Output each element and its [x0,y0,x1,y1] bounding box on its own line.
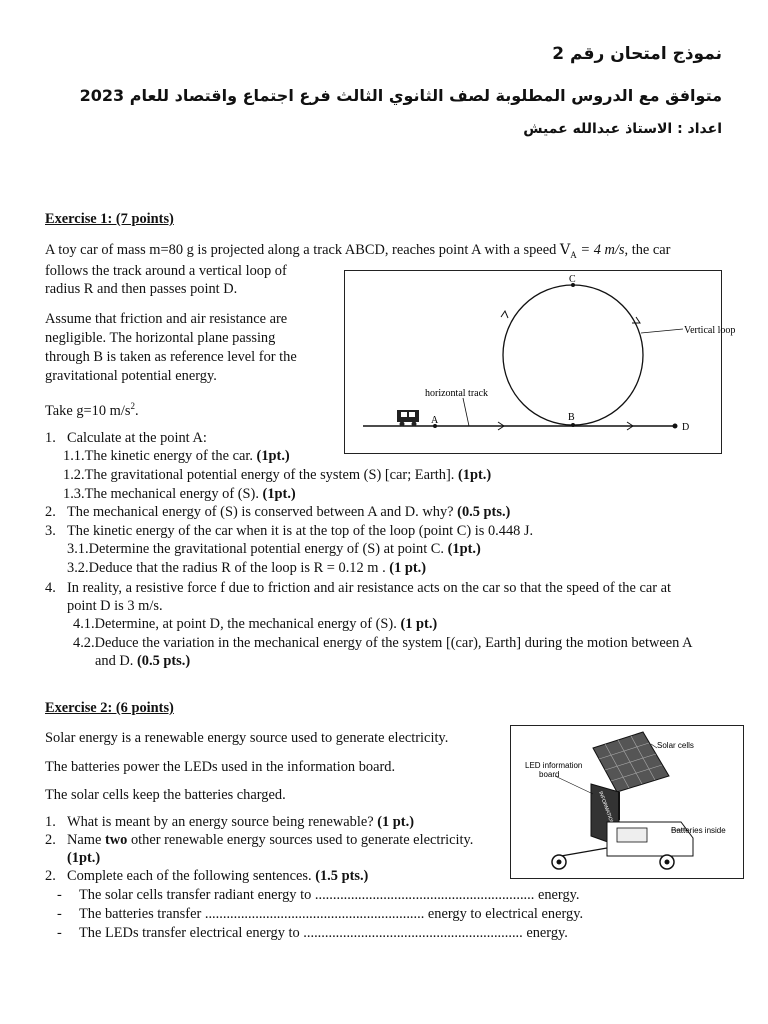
ex1-q3-1: 3.1.Determine the gravitational potential energy of (S) at point C. (1pt.) [67,541,481,557]
exam-title: نموذج امتحان رقم 2 [552,44,722,64]
loop-track-figure [344,270,736,454]
label-led-board-2: board [539,770,560,779]
ex2-blank-1: - The solar cells transfer radiant energy to ............................................................. energy. [57,887,580,903]
sign-text: INFORMATION AHEAD [597,790,633,874]
ex1-q3: 3. The kinetic energy of the car when it is at the top of the loop (point C) is 0.448 J. [45,523,534,539]
ex2-blank-2: - The batteries transfer ............................................................. energy to electrical energy. [57,906,584,922]
ex2-blank-3: - The LEDs transfer electrical energy to ............................................................. energy. [57,925,568,941]
ex1-q4-2-cont: and D. (0.5 pts.) [95,653,191,669]
exercise-2-heading: Exercise 2: (6 points) [45,700,174,716]
ex1-q3-2: 3.2.Deduce that the radius R of the loop is R = 0.12 m . (1 pt.) [67,560,427,576]
label-vertical-loop: Vertical loop [684,325,736,336]
ex2-q2: 2. Name two other renewable energy sources used to generate electricity. [45,832,474,848]
ex2-sentence-1: Solar energy is a renewable energy source used to generate electricity. [45,730,449,746]
vertical-loop-circle [503,285,643,425]
exam-author: اعداد : الاستاذ عبدالله عميش [523,121,722,137]
ex2-q2-pts: (1pt.) [67,850,101,866]
ex1-q1-1: 1.1.The kinetic energy of the car. (1pt.) [63,448,290,464]
ex1-q2: 2. The mechanical energy of (S) is conserved between A and D. why? (0.5 pts.) [45,504,511,520]
label-solar-cells: Solar cells [657,741,694,750]
solar-board-figure [510,725,744,879]
label-batteries: Batteries inside [671,826,726,835]
ex2-sentence-2: The batteries power the LEDs used in the information board. [45,759,396,775]
ex1-q1: 1. Calculate at the point A: [45,430,207,446]
ex1-q4-1: 4.1.Determine, at point D, the mechanical energy of (S). (1 pt.) [73,616,438,632]
label-a: A [431,415,439,426]
exercise-1-heading: Exercise 1: (7 points) [45,211,174,227]
ex1-assume-1: Assume that friction and air resistance are [45,311,288,327]
ex1-assume-3: through B is taken as reference level for the [45,349,297,365]
ex2-q3: 2. Complete each of the following sentences. (1.5 pts.) [45,868,369,884]
label-led-board-1: LED information [525,761,583,770]
point-d [673,424,678,429]
label-d: D [682,422,690,433]
car-icon [397,410,419,422]
ex1-q4-cont: point D is 3 m/s. [67,598,163,614]
exam-subtitle: متوافق مع الدروس المطلوبة لصف الثانوي الثالث فرع اجتماع واقتصاد للعام 2023 [79,86,722,105]
label-horizontal-track: horizontal track [425,388,489,399]
ex1-intro-line1: A toy car of mass m=80 g is projected along a track ABCD, reaches point A with a speed $V_A = 4$ m/s, the car [45,242,671,260]
ex1-intro-line3: radius R and then passes point D. [45,281,238,297]
label-b: B [568,412,575,423]
label-c: C [569,274,576,285]
ex2-sentence-3: The solar cells keep the batteries charged. [45,787,286,803]
ex1-q1-3: 1.3.The mechanical energy of (S). (1pt.) [63,486,296,502]
ex1-q1-2: 1.2.The gravitational potential energy of the system (S) [car; Earth]. (1pt.) [63,467,492,483]
loop-track-diagram [345,271,736,453]
ex1-q4: 4. In reality, a resistive force f due to friction and air resistance acts on the car so that the speed of the car at [45,580,672,596]
ex1-assume-4: gravitational potential energy. [45,368,217,384]
ex1-assume-2: negligible. The horizontal plane passing [45,330,276,346]
ex1-q4-2: 4.2.Deduce the variation in the mechanical energy of the system [(car), Earth] during the motion between A [73,635,693,651]
solar-board-diagram [511,726,743,878]
point-b [571,423,575,427]
ex1-gravity: Take g=10 $m/s^2$. [45,401,139,419]
ex2-q1: 1. What is meant by an energy source being renewable? (1 pt.) [45,814,414,830]
ex1-intro-line2: follows the track around a vertical loop of [45,263,287,279]
